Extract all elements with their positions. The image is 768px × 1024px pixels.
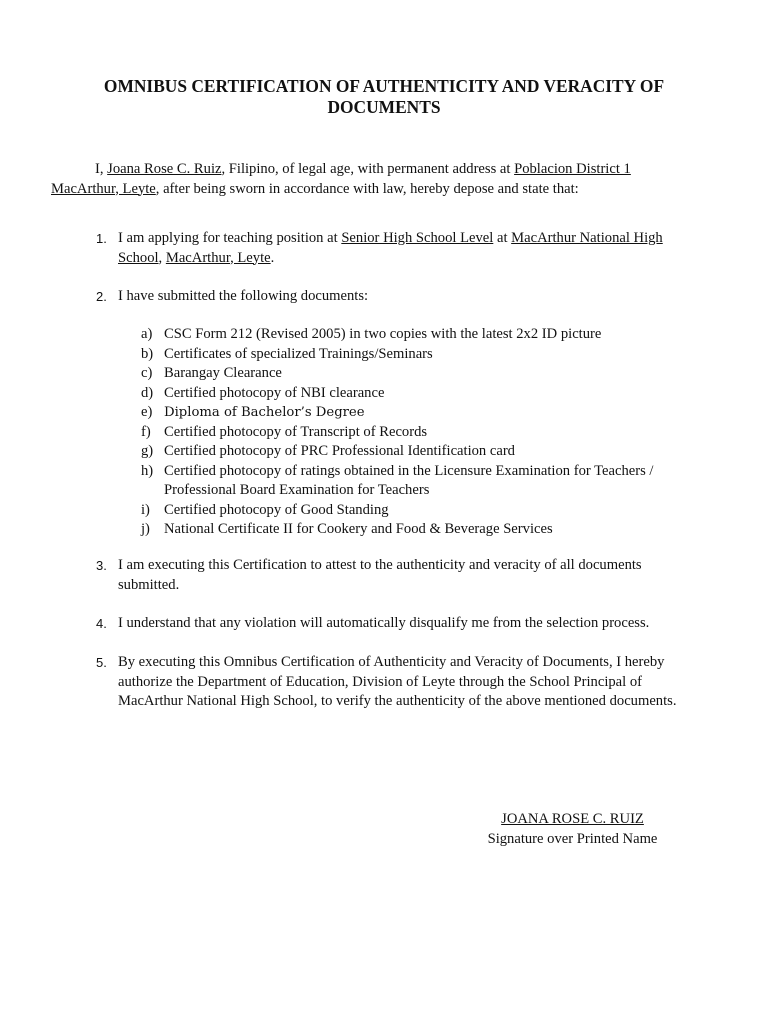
list-item-text: Certified photocopy of Transcript of Records bbox=[164, 423, 428, 440]
statement-number: 2. bbox=[96, 289, 107, 304]
list-item bbox=[141, 403, 701, 423]
list-item bbox=[141, 345, 701, 365]
list-item-letter: b) bbox=[141, 345, 154, 362]
address-line-2: MacArthur, Leyte bbox=[51, 180, 156, 197]
list-item bbox=[141, 462, 684, 501]
signatory-name: JOANA ROSE C. RUIZ bbox=[501, 811, 644, 827]
list-item-text: Certificates of specialized Trainings/Seminars bbox=[164, 345, 433, 362]
statement-1-text-b: at bbox=[493, 230, 512, 246]
statement-1-text-a: I am applying for teaching position at bbox=[118, 230, 342, 246]
intro-prefix: I, bbox=[95, 161, 108, 177]
school-location: MacArthur, Leyte bbox=[165, 249, 271, 266]
list-item bbox=[141, 325, 701, 345]
statement-1-text-d: . bbox=[270, 249, 275, 266]
title-line-2: DOCUMENTS bbox=[327, 97, 441, 117]
address-line-1: Poblacion District 1 bbox=[514, 161, 631, 177]
position-level: Senior High School Level bbox=[341, 230, 494, 246]
statement-number: 4. bbox=[96, 616, 107, 631]
list-item bbox=[141, 501, 701, 521]
document-title bbox=[90, 76, 678, 118]
list-item-text: National Certificate II for Cookery and Food & Beverage Services bbox=[164, 521, 553, 537]
statement-1-text-c: , bbox=[158, 249, 166, 266]
list-item bbox=[141, 442, 701, 462]
statement-2 bbox=[96, 287, 696, 307]
statement-2-text: I have submitted the following documents: bbox=[118, 288, 369, 304]
list-item-text: CSC Form 212 (Revised 2005) in two copies with the latest 2x2 ID picture bbox=[164, 326, 602, 342]
intro-mid: , Filipino, of legal age, with permanent address at bbox=[221, 161, 515, 177]
list-item bbox=[141, 384, 701, 404]
list-item bbox=[141, 520, 701, 540]
list-item-letter: f) bbox=[141, 423, 151, 440]
signature-caption: Signature over Printed Name bbox=[487, 830, 658, 847]
statement-number: 5. bbox=[96, 655, 107, 670]
list-item-text: Diploma of Bachelor’s Degree bbox=[164, 405, 365, 420]
signature-block bbox=[460, 810, 685, 849]
list-item bbox=[141, 423, 701, 443]
statement-4 bbox=[96, 614, 696, 634]
school-name-part-2: School bbox=[118, 249, 159, 266]
statement-number: 3. bbox=[96, 558, 107, 573]
list-item-text: Certified photocopy of PRC Professional Identification card bbox=[164, 443, 515, 459]
title-line-1: OMNIBUS CERTIFICATION OF AUTHENTICITY AND VERACITY OF bbox=[103, 76, 665, 96]
list-item-letter: i) bbox=[141, 501, 150, 518]
list-item-letter: j) bbox=[141, 521, 150, 537]
affiant-name: Joana Rose C. Ruiz bbox=[107, 161, 222, 177]
statement-3 bbox=[96, 556, 696, 595]
list-item-text: Certified photocopy of Good Standing bbox=[164, 501, 389, 518]
list-item-letter: e) bbox=[141, 404, 153, 420]
list-item-letter: a) bbox=[141, 326, 153, 342]
documents-list bbox=[141, 325, 701, 540]
list-item-letter: d) bbox=[141, 384, 154, 401]
intro-suffix: , after being sworn in accordance with law, hereby depose and state that: bbox=[155, 180, 579, 197]
statement-4-text: I understand that any violation will automatically disqualify me from the selection process. bbox=[118, 615, 650, 631]
intro-paragraph bbox=[51, 160, 703, 199]
list-item-letter: c) bbox=[141, 365, 153, 381]
list-item bbox=[141, 364, 701, 384]
statement-1 bbox=[96, 229, 696, 268]
statement-number: 1. bbox=[96, 231, 107, 246]
school-name-part-1: MacArthur National High bbox=[511, 230, 663, 246]
list-item-text: Certified photocopy of NBI clearance bbox=[164, 384, 385, 401]
statement-5-text: By executing this Omnibus Certification of Authenticity and Veracity of Documents, I hereby authorize the Department of Education, Division of Leyte through the School Principal of MacArthur National High School, to verify the authenticity of the above mentioned documents. bbox=[118, 654, 677, 709]
list-item-letter: h) bbox=[141, 462, 154, 479]
statement-3-text: I am executing this Certification to attest to the authenticity and veracity of all documents submitted. bbox=[118, 557, 642, 593]
list-item-letter: g) bbox=[141, 443, 154, 459]
statement-5 bbox=[96, 653, 696, 712]
list-item-text: Certified photocopy of ratings obtained in the Licensure Examination for Teachers / Professional Board Examination for Teachers bbox=[164, 462, 654, 498]
list-item-text: Barangay Clearance bbox=[164, 365, 282, 381]
